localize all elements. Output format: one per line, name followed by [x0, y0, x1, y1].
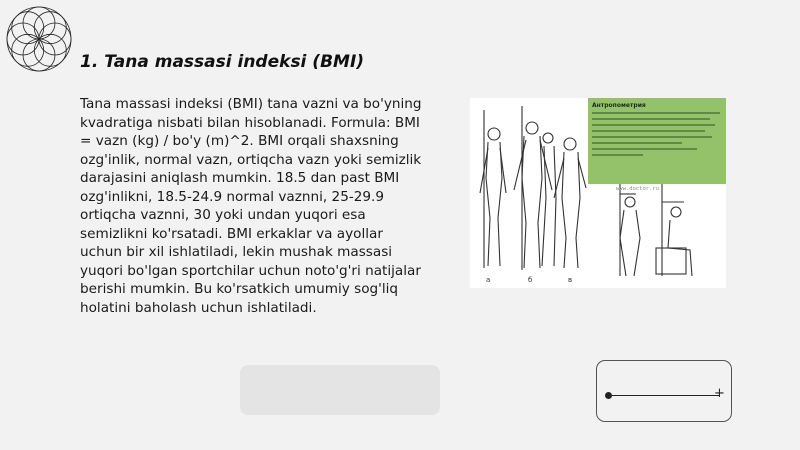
figure-label-b: б: [528, 276, 533, 284]
figure-label-a: а: [486, 276, 491, 284]
background-watermark: [230, 355, 450, 425]
info-text-lines: [592, 112, 720, 160]
slider-track[interactable]: [607, 395, 719, 396]
slider-control[interactable]: [596, 360, 732, 422]
slide-body-text: Tana massasi indeksi (BMI) tana vazni va bo'yning kvadratiga nisbati bilan hisoblanadi. Formula: BMI = vazn (kg) / bo'y (m)^2. BMI orqali shaxsning ozg'inlik, normal vazn, ortiqcha vazn yoki semizlik darajasini aniqlash mumkin. 18.5 dan past BMI ozg'inlikni, 18.5-24.9 normal vaznni, 25-29.9 ortiqcha vaznni, 30 yoki undan yuqori esa semizlikni ko'rsatadi. BMI erkaklar va ayollar uchun bir xil ishlatiladi, lekin mushak massasi yuqori bo'lgan sportchilar uchun noto'g'ri natijalar berishi mumkin. Bu ko'rsatkich umumiy sog'liq holatini baholash uchun ishlatiladi.: [80, 96, 422, 316]
source-url: www.doctor.ru: [616, 186, 660, 192]
slider-handle[interactable]: [605, 392, 612, 399]
anthropometry-figure: [470, 98, 726, 288]
figure-label-c: в: [568, 276, 573, 284]
anthropometry-info-box: [588, 98, 726, 184]
spirograph-ornament-icon: [4, 4, 74, 74]
slide-title: 1. Tana massasi indeksi (BMI): [80, 52, 365, 72]
plus-icon[interactable]: +: [714, 386, 725, 401]
anthropometry-heading: Антропометрия: [592, 102, 646, 109]
